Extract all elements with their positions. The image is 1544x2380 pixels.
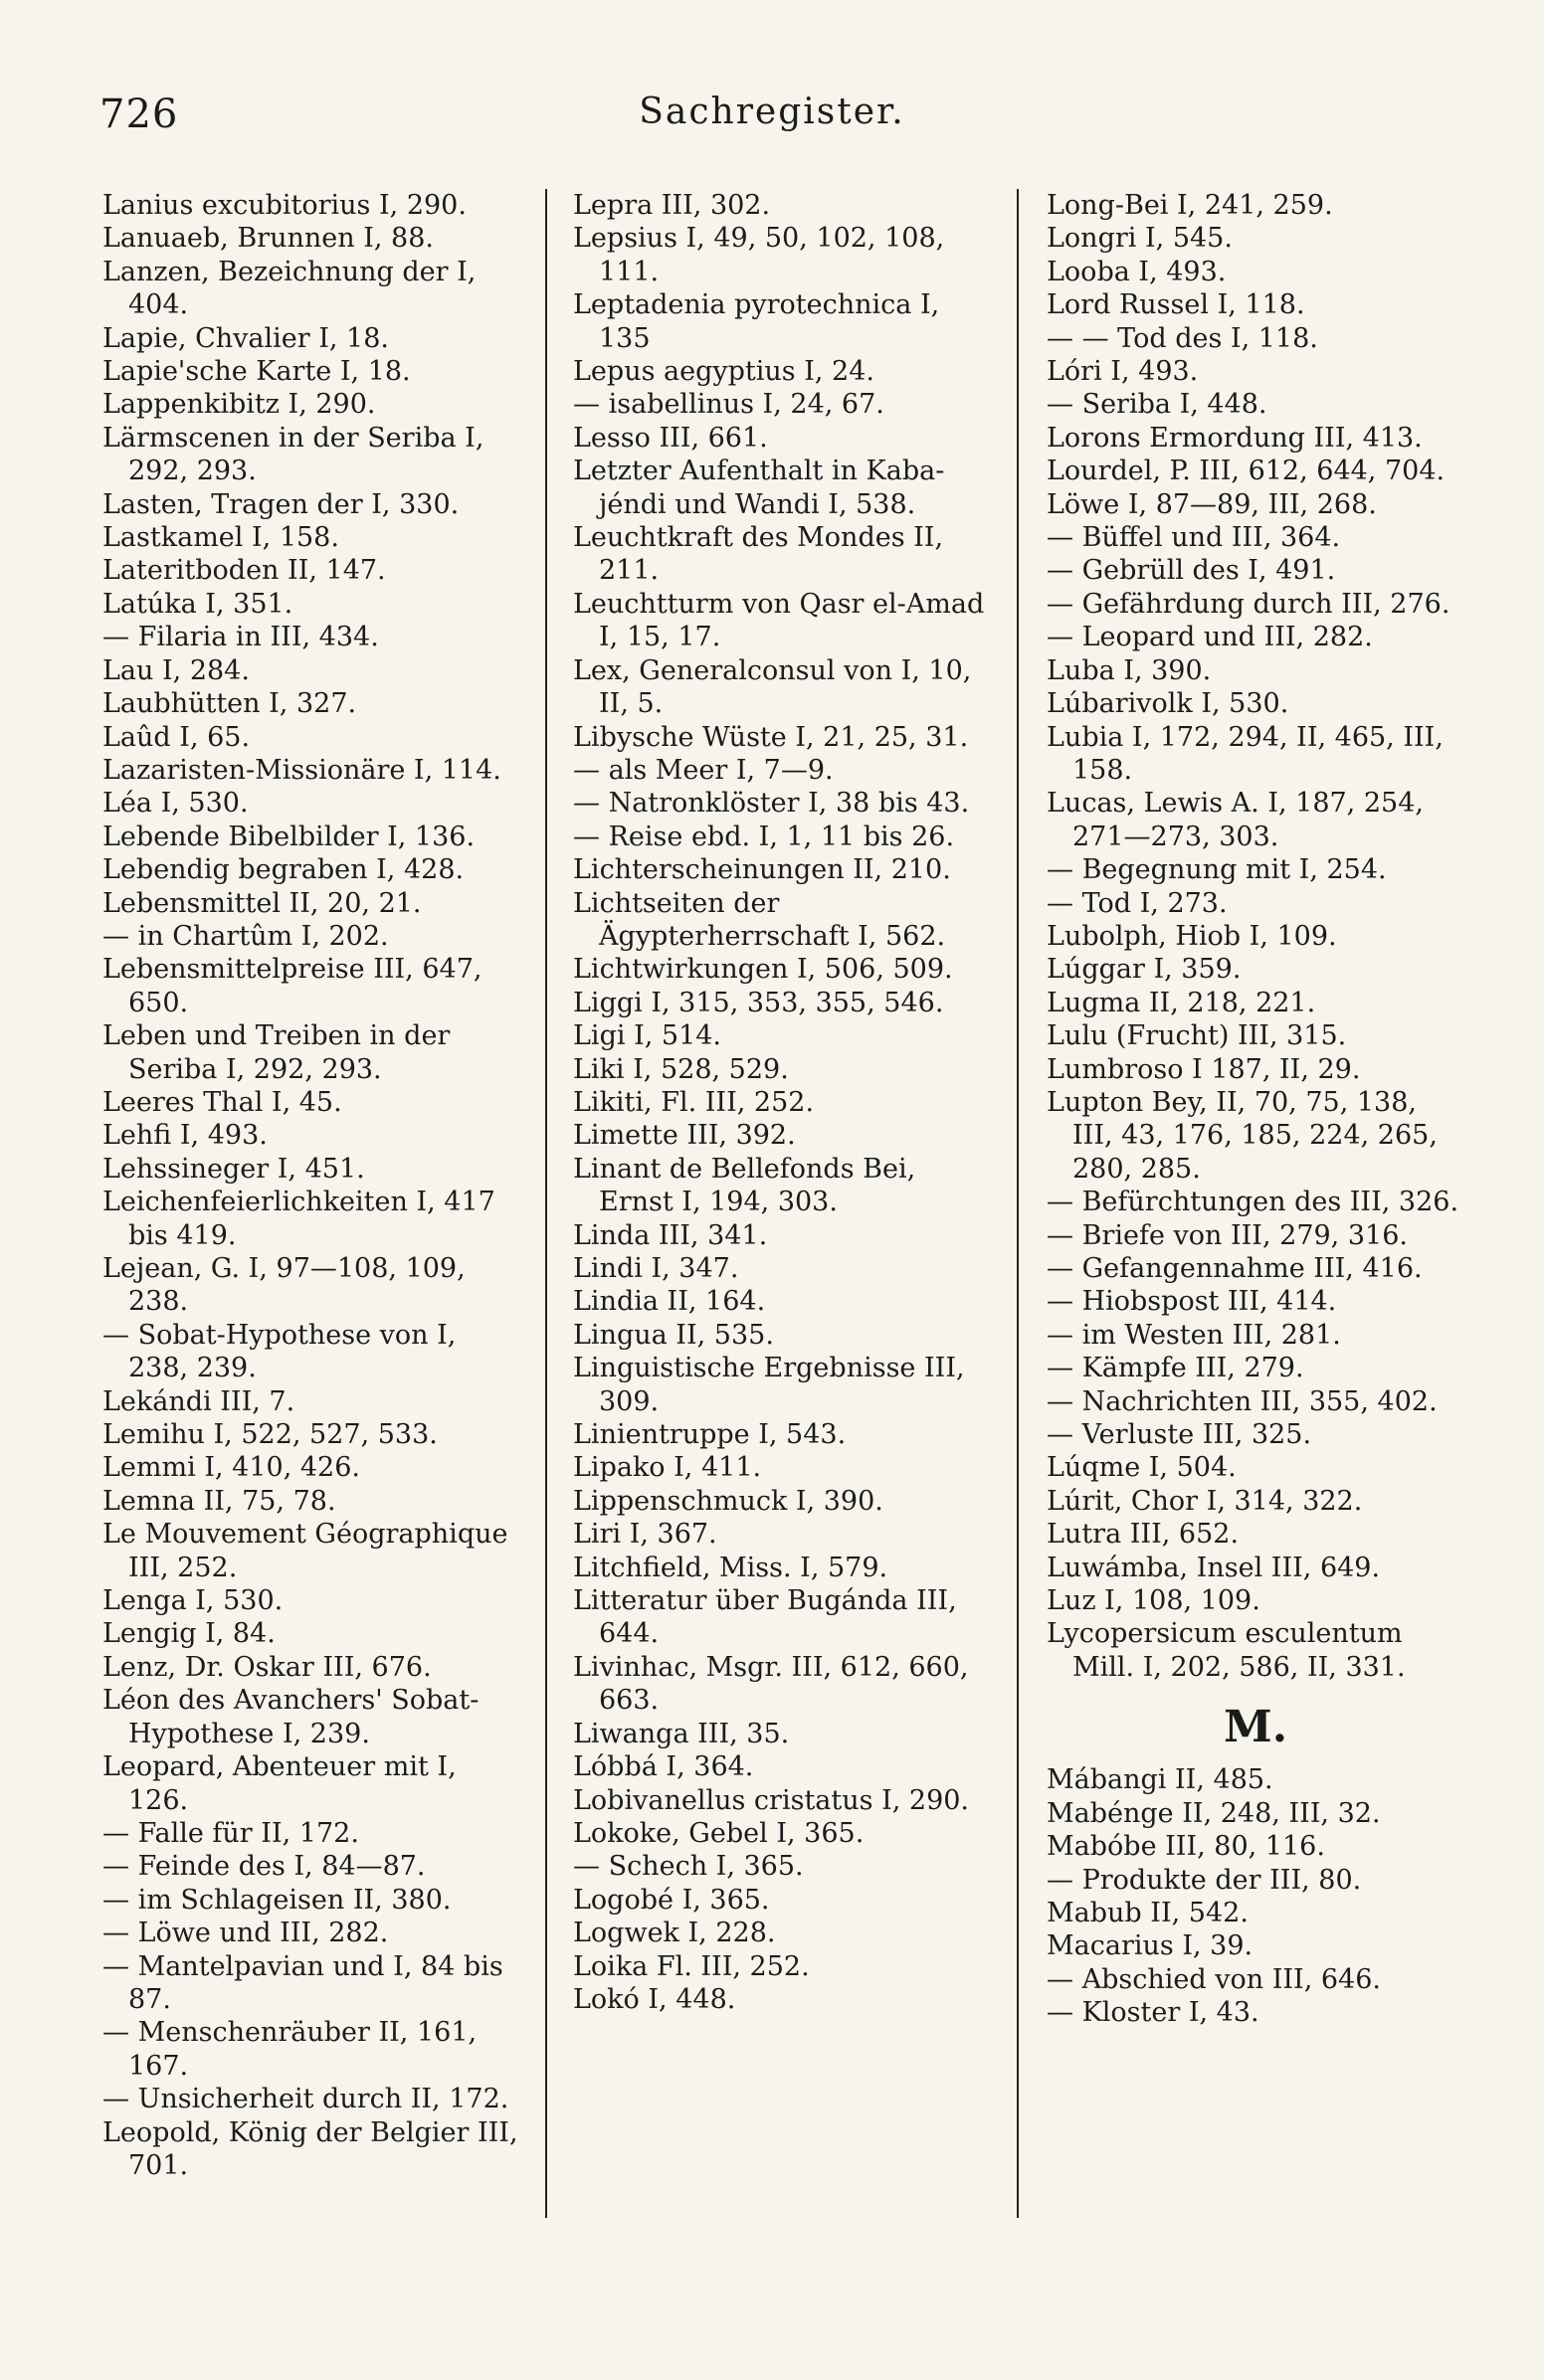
- index-entry: Lúqme I, 504.: [1047, 1452, 1237, 1484]
- index-entry: Linientruppe I, 543.: [573, 1419, 847, 1451]
- index-entry: — Befürchtungen des III, 326.: [1047, 1187, 1459, 1218]
- column-rule: [1017, 189, 1019, 2218]
- index-entry: Lucas, Lewis A. I, 187, 254, 271—273, 303.: [1047, 788, 1424, 852]
- column-rule: [545, 189, 547, 2218]
- index-entry: Lasten, Tragen der I, 330.: [102, 488, 460, 520]
- index-entry: Luba I, 390.: [1047, 654, 1212, 686]
- index-entry: Long-Bei I, 241, 259.: [1047, 190, 1333, 221]
- index-entry: Lapie, Chvalier I, 18.: [102, 322, 389, 354]
- index-entry: — Löwe und III, 282.: [102, 1918, 389, 1949]
- index-entry: Lubia I, 172, 294, II, 465, III, 158.: [1047, 721, 1444, 786]
- index-entry: Lemna II, 75, 78.: [102, 1485, 336, 1517]
- index-entry: Lóbbá I, 364.: [573, 1751, 754, 1783]
- index-entry: Letzter Aufenthalt in Kaba-jéndi und Wandi I, 538.: [573, 456, 945, 520]
- index-entry: — Büffel und III, 364.: [1047, 522, 1341, 554]
- index-entry: — Briefe von III, 279, 316.: [1047, 1219, 1408, 1251]
- index-entry: Lekándi III, 7.: [102, 1385, 295, 1417]
- index-entry: Löwe I, 87—89, III, 268.: [1047, 488, 1377, 520]
- index-entry: Leopold, König der Belgier III, 701.: [102, 2116, 518, 2181]
- page-number: 726: [99, 92, 179, 137]
- index-entry: — Sobat-Hypothese von I, 238, 239.: [102, 1319, 457, 1384]
- index-entry: — Leopard und III, 282.: [1047, 622, 1373, 653]
- index-entry: — — Tod des I, 118.: [1047, 322, 1318, 354]
- index-entry: Lanius excubitorius I, 290.: [102, 190, 467, 221]
- section-letter: M.: [1223, 1702, 1288, 1753]
- index-entry: Lemihu I, 522, 527, 533.: [102, 1419, 438, 1451]
- index-entry: Looba I, 493.: [1047, 256, 1227, 287]
- index-entry: Lichtseiten der Ägypterherrschaft I, 562.: [573, 887, 946, 952]
- index-entry: Linant de Bellefonds Bei, Ernst I, 194, 303.: [573, 1153, 916, 1218]
- index-entry: Liwanga III, 35.: [573, 1718, 790, 1749]
- index-entry: — in Chartûm I, 202.: [102, 920, 389, 952]
- index-entry: Mabóbe III, 80, 116.: [1047, 1831, 1325, 1863]
- index-entry: Mabénge II, 248, III, 32.: [1047, 1797, 1381, 1829]
- index-entry: Lehssineger I, 451.: [102, 1153, 365, 1185]
- index-entry: Likiti, Fl. III, 252.: [573, 1086, 815, 1118]
- index-entry: Leuchtkraft des Mondes II, 211.: [573, 522, 944, 587]
- index-entry: Lord Russel I, 118.: [1047, 289, 1305, 321]
- index-entry: Lycopersicum esculentum Mill. I, 202, 586, II, 331.: [1047, 1618, 1406, 1683]
- index-entry: Lutra III, 652.: [1047, 1519, 1240, 1551]
- index-entry: — Reise ebd. I, 1, 11 bis 26.: [573, 821, 955, 852]
- index-entry: Liri I, 367.: [573, 1519, 717, 1551]
- index-entry: Le Mouvement Géographique III, 252.: [102, 1519, 508, 1583]
- index-entry: — Filaria in III, 434.: [102, 622, 379, 653]
- index-entry: Liki I, 528, 529.: [573, 1053, 789, 1085]
- index-entry: Lepsius I, 49, 50, 102, 108, 111.: [573, 223, 945, 287]
- index-entry: — Gefangennahme III, 416.: [1047, 1253, 1423, 1284]
- index-entry: — Gebrüll des I, 491.: [1047, 555, 1336, 587]
- index-entry: Ligi I, 514.: [573, 1020, 722, 1052]
- index-entry: — Abschied von III, 646.: [1047, 1963, 1381, 1995]
- index-entry: Litteratur über Bugánda III, 644.: [573, 1585, 957, 1650]
- index-entry: Lichterscheinungen II, 210.: [573, 854, 951, 886]
- index-entry: Lobivanellus cristatus I, 290.: [573, 1784, 970, 1816]
- running-head: Sachregister.: [639, 92, 905, 132]
- index-entry: Lanuaeb, Brunnen I, 88.: [102, 223, 434, 255]
- index-entry: Lemmi I, 410, 426.: [102, 1452, 360, 1484]
- index-entry: Lateritboden II, 147.: [102, 555, 386, 587]
- index-entry: Léa I, 530.: [102, 788, 249, 820]
- index-entry: — Schech I, 365.: [573, 1851, 804, 1883]
- index-entry: Lourdel, P. III, 612, 644, 704.: [1047, 456, 1446, 487]
- index-entry: Lejean, G. I, 97—108, 109, 238.: [102, 1253, 466, 1318]
- index-entry: Litchfield, Miss. I, 579.: [573, 1552, 888, 1583]
- index-entry: Lebensmittelpreise III, 647, 650.: [102, 954, 482, 1018]
- index-entry: — Menschenräuber II, 161, 167.: [102, 2017, 478, 2082]
- index-entry: Laûd I, 65.: [102, 721, 251, 753]
- index-entry: — Hiobspost III, 414.: [1047, 1286, 1337, 1318]
- index-entry: Lichtwirkungen I, 506, 509.: [573, 954, 953, 986]
- index-entry: Lex, Generalconsul von I, 10, II, 5.: [573, 654, 972, 720]
- index-entry: Lippenschmuck I, 390.: [573, 1485, 883, 1517]
- index-entry: Macarius I, 39.: [1047, 1930, 1254, 1962]
- index-column-1: [102, 189, 520, 2182]
- index-entry: — im Schlageisen II, 380.: [102, 1884, 452, 1916]
- index-entry: Leeres Thal I, 45.: [102, 1086, 342, 1118]
- index-entry: Libysche Wüste I, 21, 25, 31.: [573, 721, 969, 753]
- index-entry: Lenga I, 530.: [102, 1585, 284, 1617]
- index-entry: Logwek I, 228.: [573, 1918, 776, 1949]
- index-entry: — Natronklöster I, 38 bis 43.: [573, 788, 970, 820]
- index-entry: Lokoke, Gebel I, 365.: [573, 1817, 865, 1849]
- index-entry: Lokó I, 448.: [573, 1983, 736, 2015]
- index-entry: Lumbroso I 187, II, 29.: [1047, 1053, 1361, 1085]
- index-entry: Lengig I, 84.: [102, 1618, 276, 1650]
- index-entry: Luwámba, Insel III, 649.: [1047, 1552, 1381, 1583]
- index-entry: Leptadenia pyrotechnica I, 135: [573, 289, 940, 354]
- index-entry: — Gefährdung durch III, 276.: [1047, 588, 1450, 620]
- index-entry: Lepus aegyptius I, 24.: [573, 356, 874, 388]
- index-entry: Loika Fl. III, 252.: [573, 1950, 810, 1982]
- index-entry: — Unsicherheit durch II, 172.: [102, 2084, 509, 2115]
- index-entry: — Verluste III, 325.: [1047, 1419, 1312, 1451]
- index-entry: Lindi I, 347.: [573, 1253, 739, 1284]
- index-entry: — Nachrichten III, 355, 402.: [1047, 1385, 1438, 1417]
- index-entry: Lesso III, 661.: [573, 422, 768, 454]
- index-entry: Lulu (Frucht) III, 315.: [1047, 1020, 1347, 1052]
- index-entry: — isabellinus I, 24, 67.: [573, 389, 884, 421]
- index-entry: Mabub II, 542.: [1047, 1897, 1249, 1928]
- index-entry: Lappenkibitz I, 290.: [102, 389, 376, 421]
- index-entry: Lorons Ermordung III, 413.: [1047, 422, 1423, 454]
- index-entry: Lúggar I, 359.: [1047, 954, 1242, 986]
- index-entry: Liggi I, 315, 353, 355, 546.: [573, 987, 944, 1018]
- index-entry: Livinhac, Msgr. III, 612, 660, 663.: [573, 1651, 969, 1717]
- index-entry: Latúka I, 351.: [102, 588, 293, 620]
- index-entry: Linguistische Ergebnisse III, 309.: [573, 1353, 965, 1417]
- index-entry: Lingua II, 535.: [573, 1319, 774, 1351]
- index-entry: Mábangi II, 485.: [1047, 1764, 1273, 1796]
- index-entry: — Kloster I, 43.: [1047, 1997, 1259, 2029]
- index-entry: — Kämpfe III, 279.: [1047, 1353, 1304, 1384]
- index-entry: Lazaristen-Missionäre I, 114.: [102, 754, 501, 786]
- index-entry: Lipako I, 411.: [573, 1452, 762, 1484]
- index-entry: Lenz, Dr. Oskar III, 676.: [102, 1651, 432, 1683]
- index-entry: Leopard, Abenteuer mit I, 126.: [102, 1751, 457, 1816]
- index-entry: Lapie'sche Karte I, 18.: [102, 356, 411, 388]
- index-entry: — Seriba I, 448.: [1047, 389, 1267, 421]
- index-entry: — Tod I, 273.: [1047, 887, 1228, 919]
- index-entry: — Produkte der III, 80.: [1047, 1864, 1362, 1896]
- index-entry: Lugma II, 218, 221.: [1047, 987, 1316, 1018]
- index-entry: Lepra III, 302.: [573, 190, 771, 221]
- index-entry: Lebensmittel II, 20, 21.: [102, 887, 422, 919]
- index-entry: Linda III, 341.: [573, 1219, 768, 1251]
- index-entry: Leuchtturm von Qasr el-Amad I, 15, 17.: [573, 588, 985, 653]
- index-entry: Lärmscenen in der Seriba I, 292, 293.: [102, 422, 484, 487]
- index-entry: Leichenfeierlichkeiten I, 417 bis 419.: [102, 1187, 495, 1251]
- index-entry: Lau I, 284.: [102, 654, 250, 686]
- index-entry: Lúbarivolk I, 530.: [1047, 688, 1289, 720]
- index-entry: Logobé I, 365.: [573, 1884, 770, 1916]
- index-entry: — Feinde des I, 84—87.: [102, 1851, 426, 1883]
- index-entry: Lubolph, Hiob I, 109.: [1047, 920, 1337, 952]
- index-entry: Lebendig begraben I, 428.: [102, 854, 465, 886]
- index-entry: Lebende Bibelbilder I, 136.: [102, 821, 476, 852]
- index-entry: — Begegnung mit I, 254.: [1047, 854, 1387, 886]
- index-entry: Lóri I, 493.: [1047, 356, 1199, 388]
- index-entry: Léon des Avanchers' Sobat-Hypothese I, 239.: [102, 1685, 480, 1749]
- index-entry: Lehfi I, 493.: [102, 1120, 268, 1152]
- index-entry: Lúrit, Chor I, 314, 322.: [1047, 1485, 1363, 1517]
- index-entry: Lastkamel I, 158.: [102, 522, 339, 554]
- index-entry: Lanzen, Bezeichnung der I, 404.: [102, 256, 477, 321]
- index-entry: Luz I, 108, 109.: [1047, 1585, 1260, 1617]
- index-entry: Leben und Treiben in der Seriba I, 292, 293.: [102, 1020, 451, 1085]
- index-entry: Limette III, 392.: [573, 1120, 796, 1152]
- index-column-2: [573, 189, 991, 2016]
- index-entry: — im Westen III, 281.: [1047, 1319, 1341, 1351]
- index-entry: Lindia II, 164.: [573, 1286, 766, 1318]
- index-entry: — als Meer I, 7—9.: [573, 754, 834, 786]
- index-entry: — Mantelpavian und I, 84 bis 87.: [102, 1950, 503, 2015]
- index-column-3: [1047, 189, 1464, 2030]
- index-entry: Lupton Bey, II, 70, 75, 138, III, 43, 176, 185, 224, 265, 280, 285.: [1047, 1086, 1438, 1185]
- index-entry: — Falle für II, 172.: [102, 1817, 359, 1849]
- index-entry: Longri I, 545.: [1047, 223, 1233, 255]
- index-entry: Laubhütten I, 327.: [102, 688, 357, 720]
